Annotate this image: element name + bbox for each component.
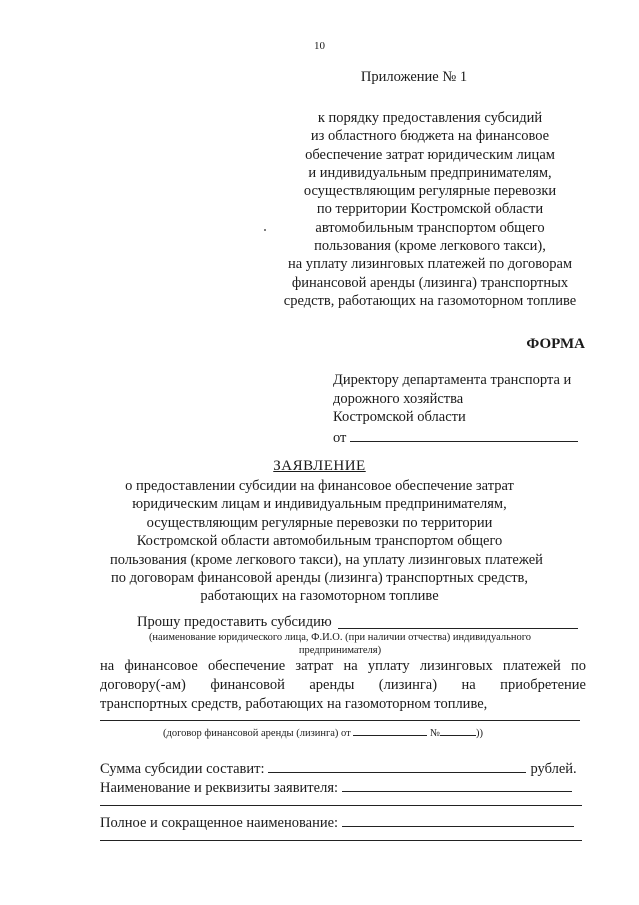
full-name-field[interactable] bbox=[342, 812, 574, 827]
statement-subtitle bbox=[110, 477, 543, 606]
scan-speck bbox=[264, 229, 266, 231]
purpose-line: договору(-ам) финансовой аренды (лизинга) на приобретение bbox=[100, 677, 586, 693]
appendix-line: автомобильным транспортом общего bbox=[315, 219, 545, 236]
sum-label: Сумма субсидии составит: bbox=[100, 761, 265, 777]
contract-number-field[interactable] bbox=[440, 725, 476, 736]
sum-row bbox=[100, 758, 577, 778]
purpose-line: транспортных средств, работающих на газомоторном топливе, bbox=[100, 696, 488, 712]
addressee-block bbox=[333, 371, 578, 447]
applicant-name-field[interactable] bbox=[338, 628, 578, 629]
appendix-line: и индивидуальным предпринимателям, bbox=[308, 164, 552, 181]
appendix-line: пользования (кроме легкового такси), bbox=[314, 238, 546, 255]
contract-hint-suffix: )) bbox=[476, 728, 484, 739]
addressee-line: Костромской области bbox=[333, 409, 466, 425]
subtitle-line: осуществляющим регулярные перевозки по территории bbox=[146, 514, 493, 531]
appendix-text bbox=[260, 109, 600, 310]
appendix-line: финансовой аренды (лизинга) транспортных bbox=[291, 274, 569, 291]
statement-title: ЗАЯВЛЕНИЕ bbox=[273, 458, 366, 474]
requisites-row bbox=[100, 777, 572, 797]
contract-field[interactable] bbox=[100, 720, 580, 721]
appendix-title: Приложение № 1 bbox=[360, 69, 468, 85]
appendix-line: обеспечение затрат юридическим лицам bbox=[305, 146, 555, 163]
full-name-label: Полное и сокращенное наименование: bbox=[100, 815, 339, 831]
appendix-line: к порядку предоставления субсидий bbox=[317, 110, 543, 126]
hint-line: предпринимателя) bbox=[298, 645, 382, 656]
form-label: ФОРМА bbox=[526, 336, 585, 352]
applicant-name-hint bbox=[100, 631, 580, 657]
contract-hint-prefix: (договор финансовой аренды (лизинга) от bbox=[163, 728, 351, 739]
from-field[interactable] bbox=[350, 427, 578, 442]
purpose-paragraph bbox=[100, 657, 586, 714]
from-label: от bbox=[333, 429, 347, 446]
contract-number-label: № bbox=[430, 728, 441, 739]
requisites-field[interactable] bbox=[342, 777, 572, 792]
subtitle-line: пользования (кроме легкового такси), на уплату лизинговых платежей bbox=[110, 551, 543, 568]
full-name-continuation-field[interactable] bbox=[100, 840, 582, 841]
subtitle-line: Костромской области автомобильным транспортом общего bbox=[136, 533, 503, 550]
appendix-line: из областного бюджета на финансовое bbox=[310, 128, 550, 145]
sum-unit: рублей. bbox=[530, 761, 577, 777]
appendix-line: на уплату лизинговых платежей по договорам bbox=[287, 256, 573, 273]
appendix-line: осуществляющим регулярные перевозки bbox=[303, 183, 557, 200]
purpose-line: на финансовое обеспечение затрат на уплату лизинговых платежей по bbox=[100, 658, 586, 674]
appendix-line: по территории Костромской области bbox=[316, 201, 544, 218]
request-text: Прошу предоставить субсидию bbox=[137, 614, 332, 630]
hint-line: (наименование юридического лица, Ф.И.О. (при наличии отчества) индивидуального bbox=[148, 632, 532, 643]
requisites-continuation-field[interactable] bbox=[100, 805, 582, 806]
subtitle-line: юридическим лицам и индивидуальным предпринимателям, bbox=[132, 496, 507, 513]
full-name-row bbox=[100, 812, 574, 832]
subtitle-line: работающих на газомоторном топливе bbox=[200, 588, 439, 605]
page-number: 10 bbox=[314, 40, 325, 52]
contract-hint bbox=[163, 725, 483, 739]
subtitle-line: по договорам финансовой аренды (лизинга) транспортных средств, bbox=[110, 570, 529, 587]
requisites-label: Наименование и реквизиты заявителя: bbox=[100, 780, 339, 796]
subtitle-line: о предоставлении субсидии на финансовое обеспечение затрат bbox=[125, 478, 514, 494]
from-row bbox=[333, 427, 578, 448]
sum-field[interactable] bbox=[268, 758, 526, 773]
addressee-line: Директору департамента транспорта и bbox=[333, 372, 572, 388]
addressee-line: дорожного хозяйства bbox=[333, 390, 464, 407]
appendix-line: средств, работающих на газомоторном топливе bbox=[283, 292, 577, 309]
contract-date-field[interactable] bbox=[353, 725, 427, 736]
